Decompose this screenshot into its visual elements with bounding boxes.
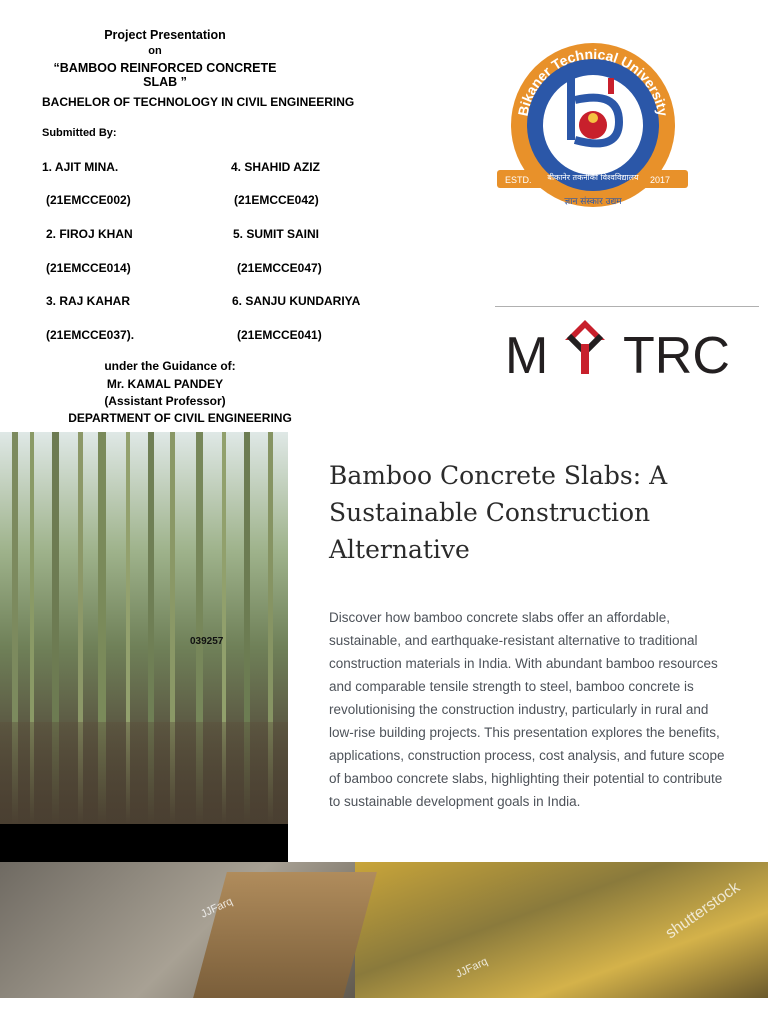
student-name: 5. SUMIT SAINI (233, 227, 320, 241)
divider (495, 306, 759, 307)
mitrc-logo (505, 318, 755, 380)
student-id: (21EMCCE047) (237, 261, 322, 275)
project-title: “BAMBOO REINFORCED CONCRETE SLAB ” (53, 61, 277, 89)
title-line: Sustainable Construction (329, 498, 651, 527)
image-code: 039257 (190, 636, 224, 647)
university-logo (495, 30, 690, 215)
hindi-name: बीकानेर तकनीकी विश्वविद्यालय (547, 173, 639, 182)
student-name: 1. AJIT MINA. (42, 160, 119, 174)
estd-label: ESTD. (505, 175, 532, 185)
student-id: (21EMCCE041) (237, 328, 322, 342)
student-id: (21EMCCE042) (234, 193, 319, 207)
student-name: 3. RAJ KAHAR (46, 294, 131, 308)
image-caption-bar (0, 824, 288, 862)
watermark: JJFarq (199, 895, 235, 921)
student-id: (21EMCCE014) (46, 261, 131, 275)
watermark: JJFarq (454, 955, 490, 981)
guide-name: Mr. KAMAL PANDEY (106, 377, 224, 391)
degree-title: BACHELOR OF TECHNOLOGY IN CIVIL ENGINEERING (42, 95, 355, 109)
title-line: Bamboo Concrete Slabs: A (329, 461, 668, 490)
year-label: 2017 (650, 175, 671, 185)
student-name: 6. SANJU KUNDARIYA (232, 294, 361, 308)
student-name: 4. SHAHID AZIZ (231, 160, 320, 174)
presentation-label: Project Presentation (104, 28, 226, 42)
student-name: 2. FIROJ KHAN (46, 227, 133, 241)
bamboo-forest-image (0, 432, 288, 824)
submitted-by-label: Submitted By: (42, 127, 117, 139)
mitrc-left-text: M (505, 327, 549, 380)
motto: ज्ञान संस्कार उद्यम (564, 197, 622, 207)
mitrc-right-text: TRC (623, 327, 730, 380)
guidance-label: under the Guidance of: (104, 359, 236, 373)
guide-designation: (Assistant Professor) (104, 394, 226, 408)
department-name: DEPARTMENT OF CIVIL ENGINEERING (68, 411, 292, 425)
slide-title (329, 457, 759, 568)
watermark: shutterstock (662, 878, 744, 943)
title-line: Alternative (329, 535, 470, 564)
student-id: (21EMCCE037). (46, 328, 135, 342)
rebar-construction-image (0, 862, 768, 998)
student-id: (21EMCCE002) (46, 193, 131, 207)
on-label: on (148, 45, 162, 57)
university-arc-text: Bikaner Technical University (514, 45, 672, 118)
slide-description: Discover how bamboo concrete slabs offer an affordable, sustainable, and earthquake-resistant alternative to traditional construction materials in India. With abundant bamboo resources and comparable tensile strength to steel, bamboo concrete is revolutionising the construction industry, particularly in rural and low-rise building projects. This presentation explores the benefits, applications, construction process, cost analysis, and future scope of bamboo concrete slabs, highlighting their potential to contribute to sustainable development goals in India. (329, 610, 725, 809)
